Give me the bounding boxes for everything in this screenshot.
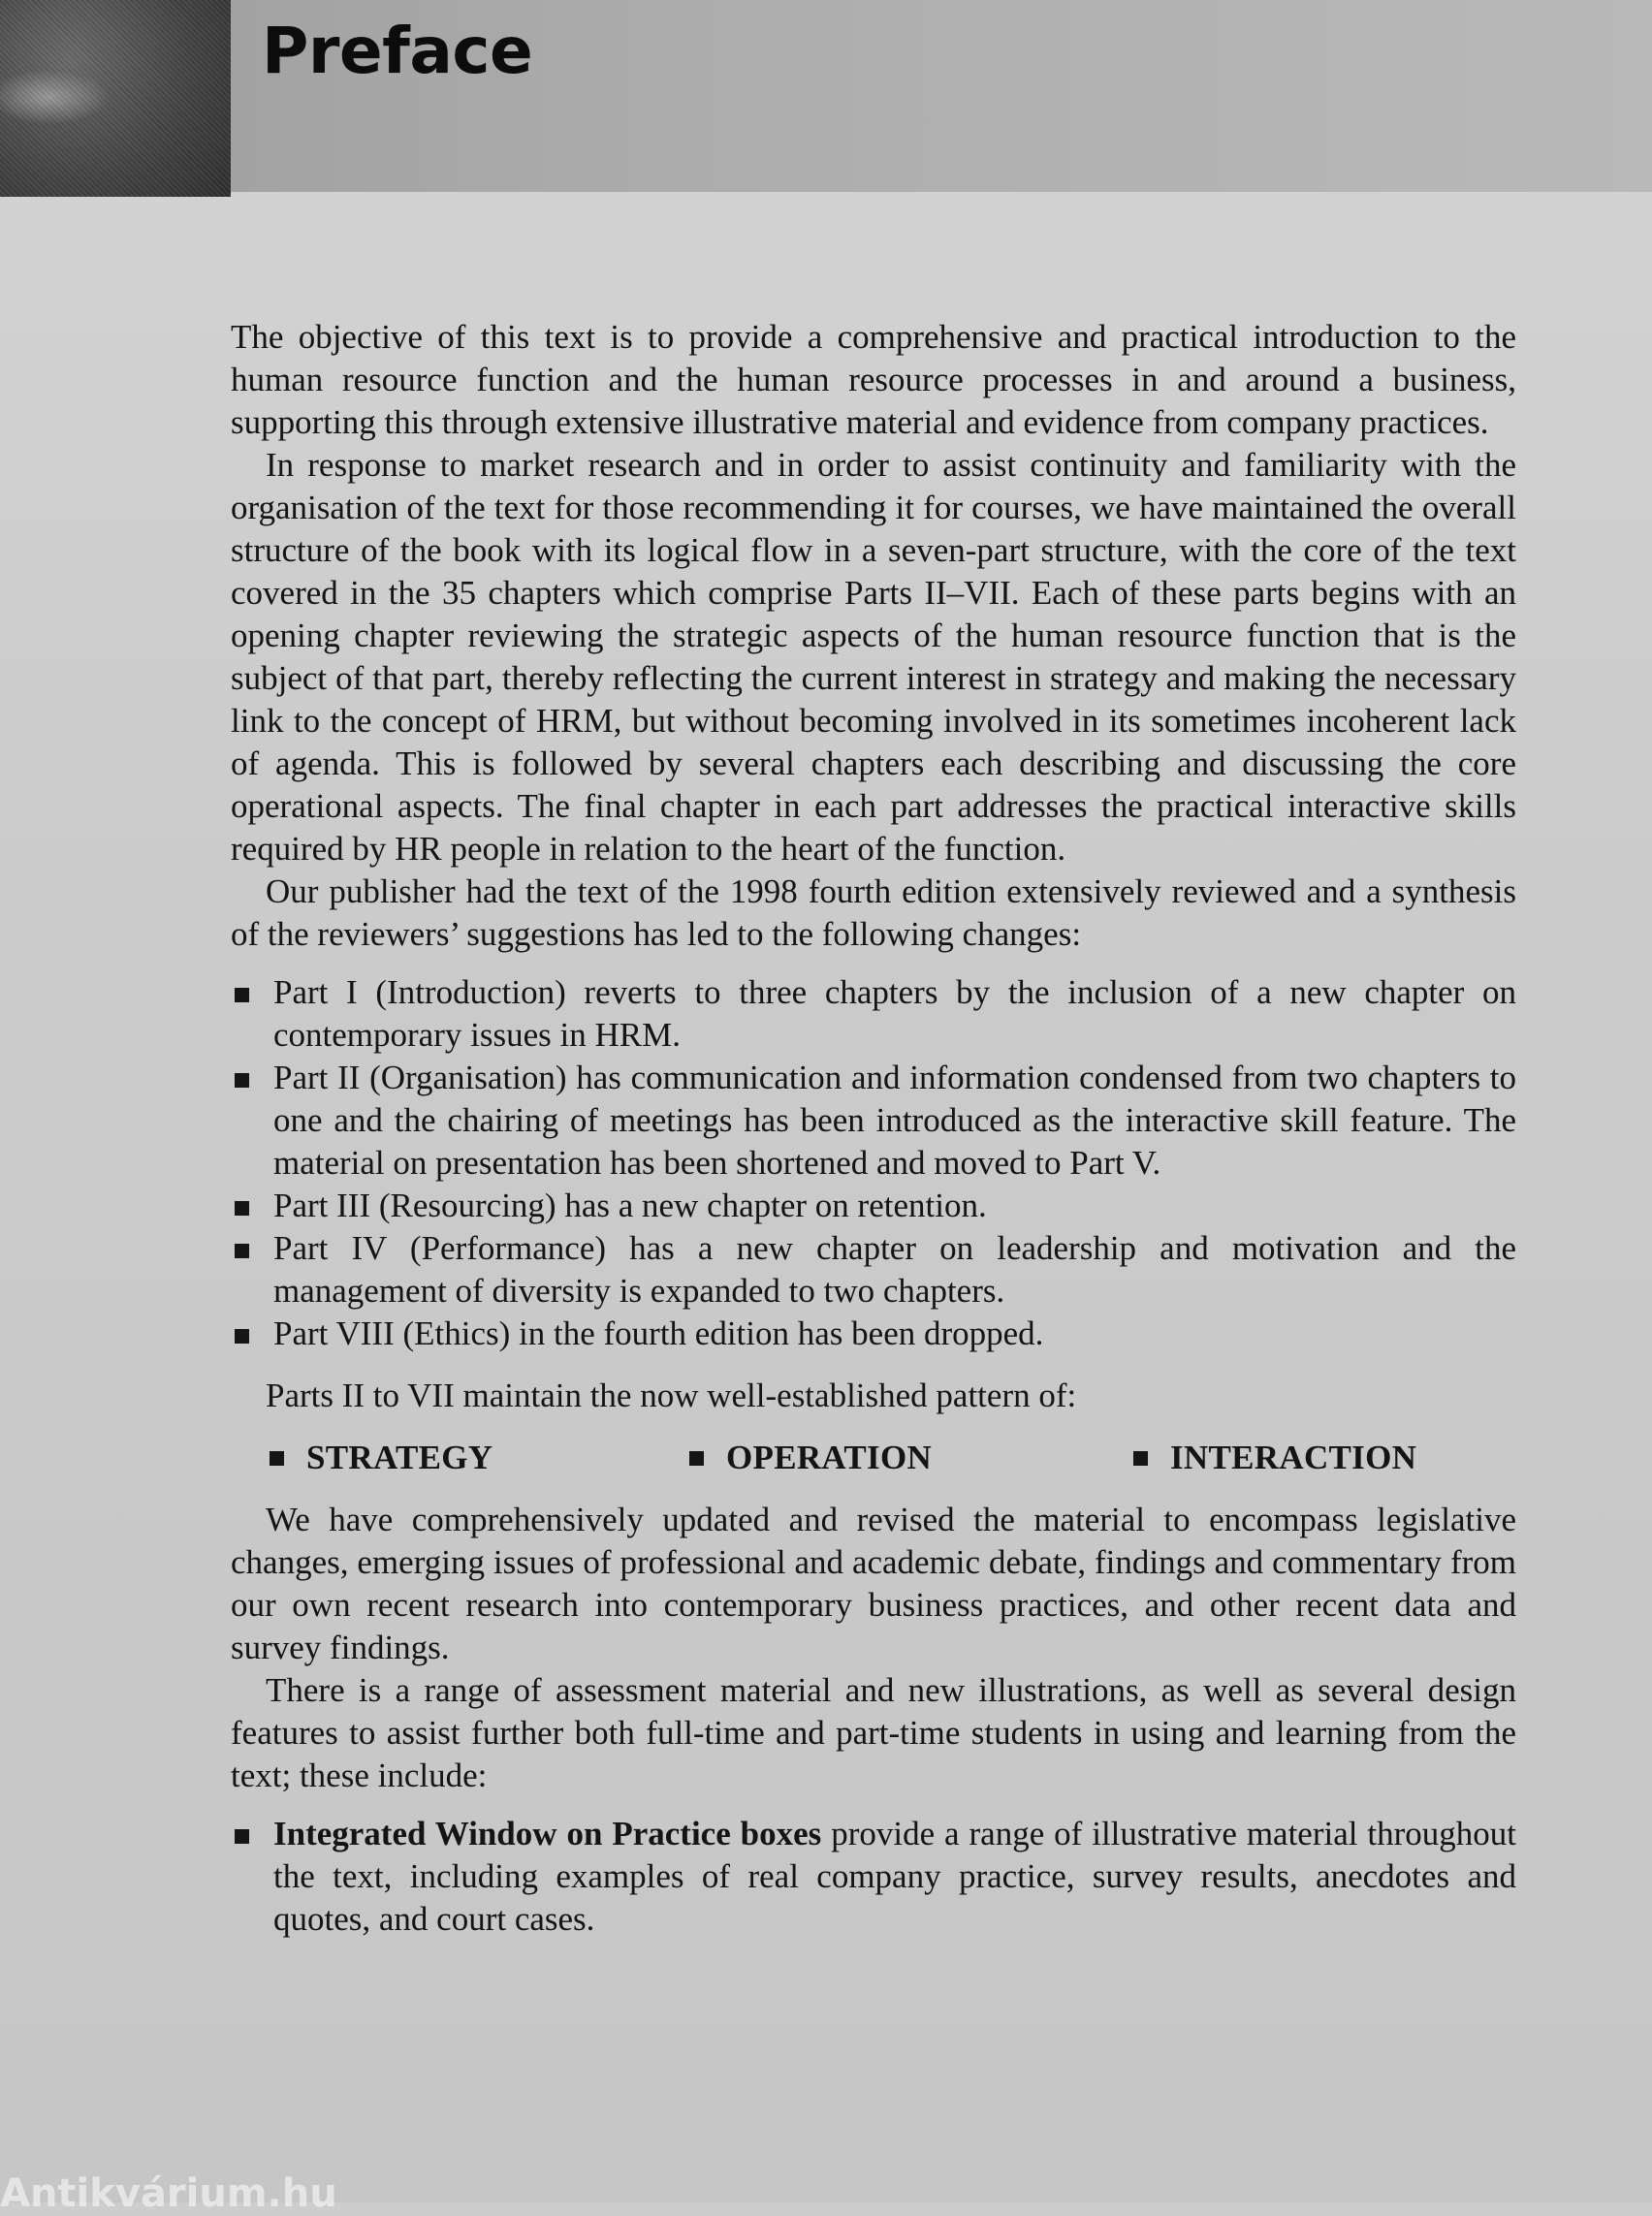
list-item: Integrated Window on Practice boxes provide a range of illustrative material throughout the text, including examples of real company practice, survey results, anecdotes and quotes, and court cases. [231,1813,1516,1941]
paragraph-assessment: There is a range of assessment material and new illustrations, as well as several design features to assist further both full-time and part-time students in using and learning from the text; these include: [231,1671,1516,1794]
list-item: Part III (Resourcing) has a new chapter on retention. [231,1185,1516,1227]
page-title: Preface [262,14,533,88]
paragraph-pattern-intro: Parts II to VII maintain the now well-established pattern of: [266,1377,1077,1414]
square-bullet-icon [1133,1451,1148,1466]
square-bullet-icon [235,1329,249,1344]
pattern-item-strategy: STRATEGY [270,1437,689,1479]
pattern-item-operation: OPERATION [689,1437,1133,1479]
list-item: Part II (Organisation) has communication and information condensed from two chapters to one and the chairing of meetings has been introduced as the interactive skill feature. The material on presentation has been shortened and moved to Part V. [231,1057,1516,1185]
changes-list [231,971,1516,1355]
header-photo [0,0,231,197]
list-item: Part I (Introduction) reverts to three chapters by the inclusion of a new chapter on contemporary issues in HRM. [231,971,1516,1057]
paragraph-updates: We have comprehensively updated and revised the material to encompass legislative changes, emerging issues of professional and academic debate, findings and commentary from our own recent research into contemporary business practices, and other recent data and survey findings. [231,1501,1516,1666]
header-band [0,0,1652,192]
pattern-row [270,1437,1516,1479]
body-text [231,316,1516,1960]
paragraph-structure: In response to market research and in order to assist continuity and familiarity with the organisation of the text for those recommending it for courses, we have maintained the overall structure of the book with its logical flow in a seven-part structure, with the core of the text covered in the 35 chapters which comprise Parts II–VII. Each of these parts begins with an opening chapter reviewing the strategic aspects of the human resource function that is the subject of that part, thereby reflecting the current interest in strategy and making the necessary link to the concept of HRM, but without becoming involved in its sometimes incoherent lack of agenda. This is followed by several chapters each describing and discussing the core operational aspects. The final chapter in each part addresses the practical interactive skills required by HR people in relation to the heart of the function. [231,446,1516,868]
square-bullet-icon [689,1451,704,1466]
square-bullet-icon [235,1244,249,1258]
list-item: Part IV (Performance) has a new chapter on leadership and motivation and the management of diversity is expanded to two chapters. [231,1227,1516,1313]
pattern-item-interaction: INTERACTION [1133,1437,1416,1479]
paragraph-review: Our publisher had the text of the 1998 fourth edition extensively reviewed and a synthesis of the reviewers’ suggestions has led to the following changes: [231,872,1516,953]
paragraph-objective: The objective of this text is to provide a comprehensive and practical introduction to the human resource function and the human resource processes in and around a business, supporting this through extensive illustrative material and evidence from company practices. [231,318,1516,441]
square-bullet-icon [270,1451,284,1466]
square-bullet-icon [235,988,249,1002]
watermark: Antikvárium.hu [0,2171,337,2216]
square-bullet-icon [235,1073,249,1088]
features-list [231,1813,1516,1941]
square-bullet-icon [235,1201,249,1216]
square-bullet-icon [235,1829,249,1844]
list-item: Part VIII (Ethics) in the fourth edition has been dropped. [231,1313,1516,1355]
